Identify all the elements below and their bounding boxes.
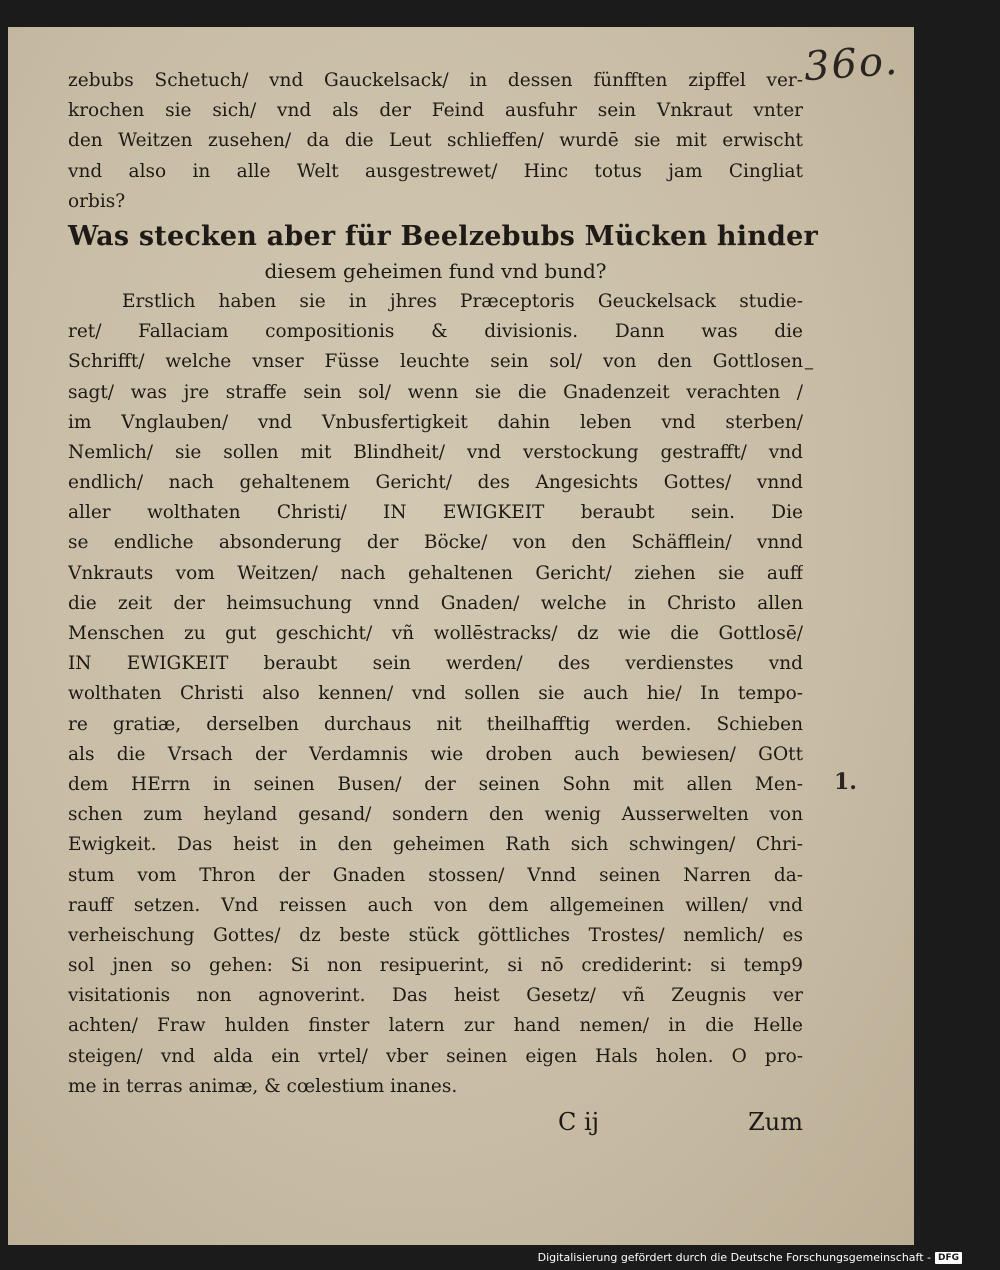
text-line: achten/ Fraw hulden finster latern zur hand nemen/ in die Helle <box>68 1015 803 1037</box>
text-line: endlich/ nach gehaltenem Gericht/ des Angesichts Gottes/ vnnd <box>68 472 803 494</box>
text-line: visitationis non agnoverint. Das heist Gesetz/ vñ Zeugnis ver <box>68 985 803 1007</box>
text-line: Ewigkeit. Das heist in den geheimen Rath sich schwingen/ Chri- <box>68 834 803 856</box>
text-line: wolthaten Christi also kennen/ vnd sollen sie auch hie/ In tempo- <box>68 683 803 705</box>
text-line: stum vom Thron der Gnaden stossen/ Vnnd seinen Narren da- <box>68 864 803 886</box>
text-line: sol jnen so gehen: Si non resipuerint, si nō crediderint: si temp9 <box>68 955 803 977</box>
text-line: den Weitzen zusehen/ da die Leut schlieffen/ wurdē sie mit erwischt <box>68 130 803 152</box>
text-line: se endliche absonderung der Böcke/ von den Schäfflein/ vnnd <box>68 532 803 554</box>
text-line: Nemlich/ sie sollen mit Blindheit/ vnd verstockung gestrafft/ vnd <box>68 441 803 463</box>
catchword: Zum <box>748 1108 803 1136</box>
text-line: IN EWIGKEIT beraubt sein werden/ des verdienstes vnd <box>68 653 803 675</box>
text-line: aller wolthaten Christi/ IN EWIGKEIT beraubt sein. Die <box>68 502 803 524</box>
text-line: re gratiæ, derselben durchaus nit theilhafftig werden. Schieben <box>68 713 803 735</box>
text-line: ret/ Fallaciam compositionis & divisionis. Dann was die <box>68 321 803 343</box>
margin-mark: – <box>804 355 814 379</box>
text-line: als die Vrsach der Verdamnis wie droben auch bewiesen/ GOtt <box>68 743 803 765</box>
text-line: me in terras animæ, & cœlestium inanes. <box>68 1075 458 1097</box>
dfg-logo: DFG <box>935 1252 962 1264</box>
text-line: dem HErrn in seinen Busen/ der seinen Sohn mit allen Men- <box>68 773 803 795</box>
text-line: Erstlich haben sie in jhres Præceptoris Geuckelsack studie- <box>122 290 803 312</box>
text-line: sagt/ was jre straffe sein sol/ wenn sie die Gnadenzeit verachten / <box>68 381 803 403</box>
text-block <box>68 66 818 1102</box>
text-line: zebubs Schetuch/ vnd Gauckelsack/ in dessen fünfften zipffel ver- <box>68 70 803 91</box>
text-line: im Vnglauben/ vnd Vnbusfertigkeit dahin leben vnd sterben/ <box>68 411 803 433</box>
text-line: verheischung Gottes/ dz beste stück göttliches Trostes/ nemlich/ es <box>68 924 803 946</box>
page-footer <box>68 1108 803 1144</box>
text-line: rauff setzen. Vnd reissen auch von dem allgemeinen willen/ vnd <box>68 894 803 916</box>
text-line: steigen/ vnd alda ein vrtel/ vber seinen eigen Hals holen. O pro- <box>68 1045 803 1067</box>
dfg-credit-bar <box>538 1251 962 1264</box>
text-line: krochen sie sich/ vnd als der Feind ausfuhr sein Vnkraut vnter <box>68 100 803 122</box>
text-line: orbis? <box>68 190 126 212</box>
section-subheading: diesem geheimen fund vnd bund? <box>264 258 607 283</box>
text-line: vnd also in alle Welt ausgestrewet/ Hinc totus jam Cingliat <box>68 160 803 182</box>
text-line: schen zum heyland gesand/ sondern den wenig Ausserwelten von <box>68 804 803 826</box>
text-line: Schrifft/ welche vnser Füsse leuchte sein sol/ von den Gottlosen <box>68 351 803 373</box>
handwritten-folio-number: 36o. <box>802 37 901 91</box>
section-heading: Was stecken aber für Beelzebubs Mücken hinder <box>68 220 818 252</box>
text-line: die zeit der heimsuchung vnnd Gnaden/ welche in Christo allen <box>68 592 803 614</box>
text-line: Menschen zu gut geschicht/ vñ wollēstracks/ dz wie die Gottlosē/ <box>68 623 803 644</box>
text-line: Vnkrauts vom Weitzen/ nach gehaltenen Gericht/ ziehen sie auff <box>68 562 803 584</box>
signature-mark: C ij <box>558 1108 600 1136</box>
dfg-credit-text: Digitalisierung gefördert durch die Deutsche Forschungsgemeinschaft - <box>537 1251 931 1264</box>
margin-note-number: 1. <box>834 769 857 795</box>
